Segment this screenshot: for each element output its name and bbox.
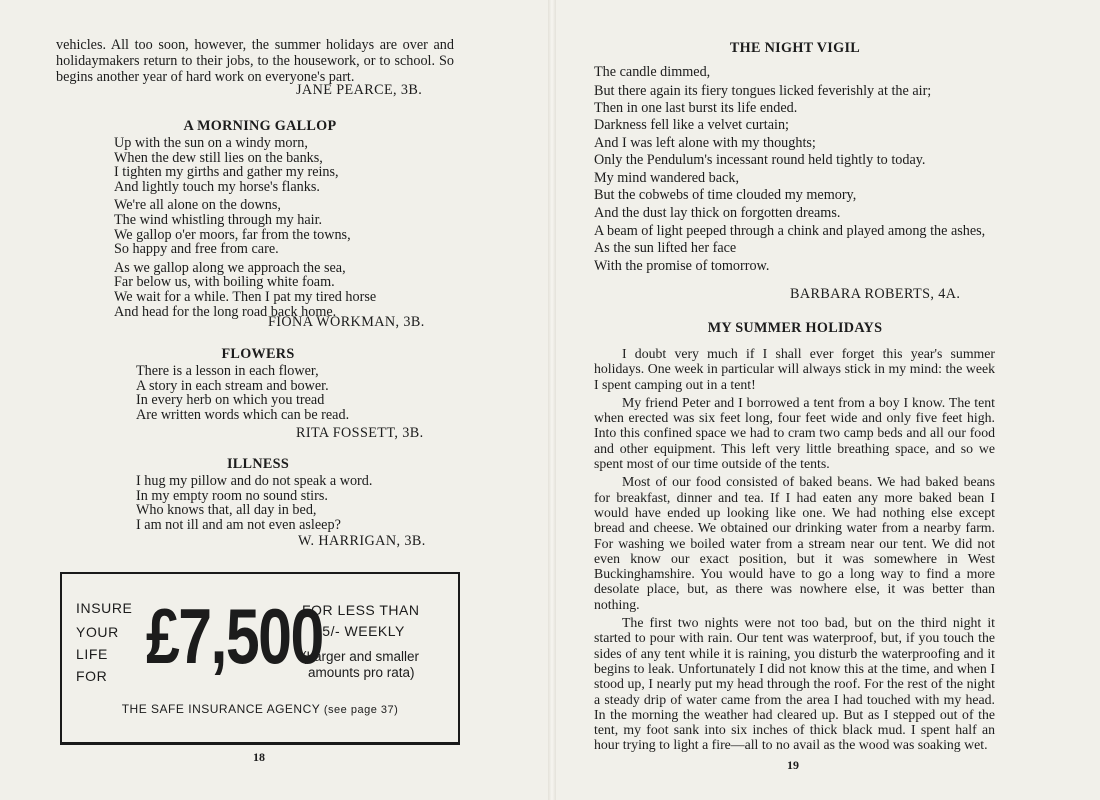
poem-line: But there again its fiery tongues licked feverishly at the air;: [594, 82, 932, 99]
illness-poem: [136, 474, 372, 532]
ad-weekly: 15/- WEEKLY: [314, 623, 405, 639]
ad-word-insure: INSURE: [76, 600, 133, 616]
poem-line: Who knows that, all day in bed,: [136, 502, 317, 519]
poem-line: Darkness fell like a velvet curtain;: [594, 117, 790, 133]
essay-paragraph: My friend Peter and I borrowed a tent from a boy I know. The tent when erected was six feet long, four feet wide and only five feet high. Into this confined space we had to cram two camp beds and all our food and other equipment. This left very little breathing space, and so we spent most of our time outside of the tents.: [594, 394, 995, 472]
left-page: [0, 0, 520, 800]
poem-line: I hug my pillow and do not speak a word.: [136, 473, 373, 489]
night-vigil-title: THE NIGHT VIGIL: [729, 40, 861, 56]
poem-line: With the promise of tomorrow.: [594, 257, 770, 274]
ad-word-life: LIFE: [76, 646, 108, 662]
poem-line: And I was left alone with my thoughts;: [594, 134, 816, 151]
ad-agency-line: [62, 702, 458, 716]
ad-note-line2: amounts pro rata): [308, 665, 415, 680]
ad-see-page: (see page 37): [323, 704, 399, 716]
ad-word-your: YOUR: [76, 624, 119, 640]
ad-word-for: FOR: [76, 668, 108, 684]
poem-line: We gallop o'er moors, far from the towns,: [114, 226, 351, 243]
poem-line: As the sun lifted her face: [594, 240, 737, 256]
morning-gallop-title: A MORNING GALLOP: [183, 118, 337, 134]
flowers-author: RITA FOSSETT, 3B.: [296, 425, 424, 441]
ad-agency: THE SAFE INSURANCE AGENCY: [121, 702, 321, 716]
poem-line: In my empty room no sound stirs.: [136, 487, 328, 504]
poem-line: So happy and free from care.: [114, 241, 279, 258]
flowers-poem: [136, 364, 349, 422]
poem-line: And head for the long road back home.: [114, 303, 337, 320]
right-page: [560, 0, 1100, 800]
poem-line: I am not ill and am not even asleep?: [136, 516, 341, 533]
page-number-left: 18: [253, 750, 265, 764]
illness-title: ILLNESS: [226, 456, 290, 472]
ad-for-less-than: FOR LESS THAN: [302, 602, 420, 618]
poem-line: But the cobwebs of time clouded my memory,: [594, 187, 857, 203]
page-number-right: 19: [787, 758, 799, 772]
essay-paragraph: Most of our food consisted of baked beans. We had baked beans for breakfast, dinner and tea. If I had eaten any more baked bean I would have ended up looking like one. We had nothing else except bread and cheese. We obtained our drinking water from a nearby farm. For washing we boiled water from a stream near our tent. We did not even know our exact position, but it was somewhere in West Buckinghamshire. You would have to go a long way to find a more desolate place, but, as there was nowhere else, it was better than nothing.: [594, 474, 995, 612]
essay-paragraph: I doubt very much if I shall ever forget this year's summer holidays. One week in particular will always stick in my mind: the week I spent camping out in a tent!: [594, 346, 995, 392]
poem-line: I tighten my girths and gather my reins,: [114, 164, 339, 181]
essay-paragraph: The first two nights were not too bad, but on the third night it started to pour with rain. Our tent was waterproof, but, if you touch the sides of any tent while it is raining, you disturb the waterproofing and it begins to leak. Unfortunately I did not know this at the time, and when I stood up, I nearly put my head through the roof. For the rest of the night a steady drip of water came from the area I had touched with my head. In the morning the weather had cleared up. But as I stepped out of the tent, my foot sank into six inches of thick black mud. I spent half an hour trying to light a fire—all to no avail as the wood was soaking wet.: [594, 615, 995, 753]
summer-holidays-essay: [594, 346, 995, 756]
book-gutter: [548, 0, 556, 800]
insurance-advertisement: [60, 572, 460, 745]
poem-line: Are written words which can be read.: [136, 406, 350, 423]
ad-note-line1: (Larger and smaller: [302, 649, 420, 664]
poem-line: A story in each stream and bower.: [136, 377, 329, 394]
opening-paragraph: vehicles. All too soon, however, the summer holidays are over and holidaymakers return to their jobs, to the housework, or to school. So begins another year of hard work on everyone's part.: [56, 37, 454, 85]
illness-author: W. HARRIGAN, 3B.: [298, 533, 426, 549]
poem-line: A beam of light peeped through a chink and played among the ashes,: [594, 223, 986, 239]
poem-stanza: [114, 261, 376, 319]
ad-amount: £7,500: [146, 592, 323, 680]
poem-line: In every herb on which you tread: [136, 392, 325, 409]
night-vigil-author: BARBARA ROBERTS, 4A.: [790, 286, 961, 302]
morning-gallop-author: FIONA WORKMAN, 3B.: [268, 314, 425, 330]
poem-line: And the dust lay thick on forgotten dreams.: [594, 204, 841, 221]
poem-stanza: [114, 136, 376, 194]
opening-author: JANE PEARCE, 3B.: [296, 82, 423, 98]
summer-holidays-title: MY SUMMER HOLIDAYS: [707, 320, 883, 336]
night-vigil-poem: [594, 64, 994, 275]
poem-line: Only the Pendulum's incessant round held tightly to today.: [594, 152, 926, 168]
poem-stanza: [114, 198, 376, 256]
poem-line: We wait for a while. Then I pat my tired horse: [114, 288, 377, 305]
poem-line: My mind wandered back,: [594, 169, 739, 186]
poem-line: As we gallop along we approach the sea,: [114, 259, 346, 276]
poem-line: We're all alone on the downs,: [114, 197, 281, 214]
morning-gallop-poem: [114, 136, 376, 323]
poem-line: There is a lesson in each flower,: [136, 363, 319, 379]
poem-line: The candle dimmed,: [594, 64, 711, 80]
flowers-title: FLOWERS: [221, 346, 295, 362]
poem-line: The wind whistling through my hair.: [114, 211, 323, 228]
poem-line: Far below us, with boiling white foam.: [114, 274, 335, 291]
poem-line: Up with the sun on a windy morn,: [114, 135, 308, 151]
poem-line: And lightly touch my horse's flanks.: [114, 178, 320, 195]
poem-line: Then in one last burst its life ended.: [594, 99, 798, 116]
poem-line: When the dew still lies on the banks,: [114, 149, 323, 166]
